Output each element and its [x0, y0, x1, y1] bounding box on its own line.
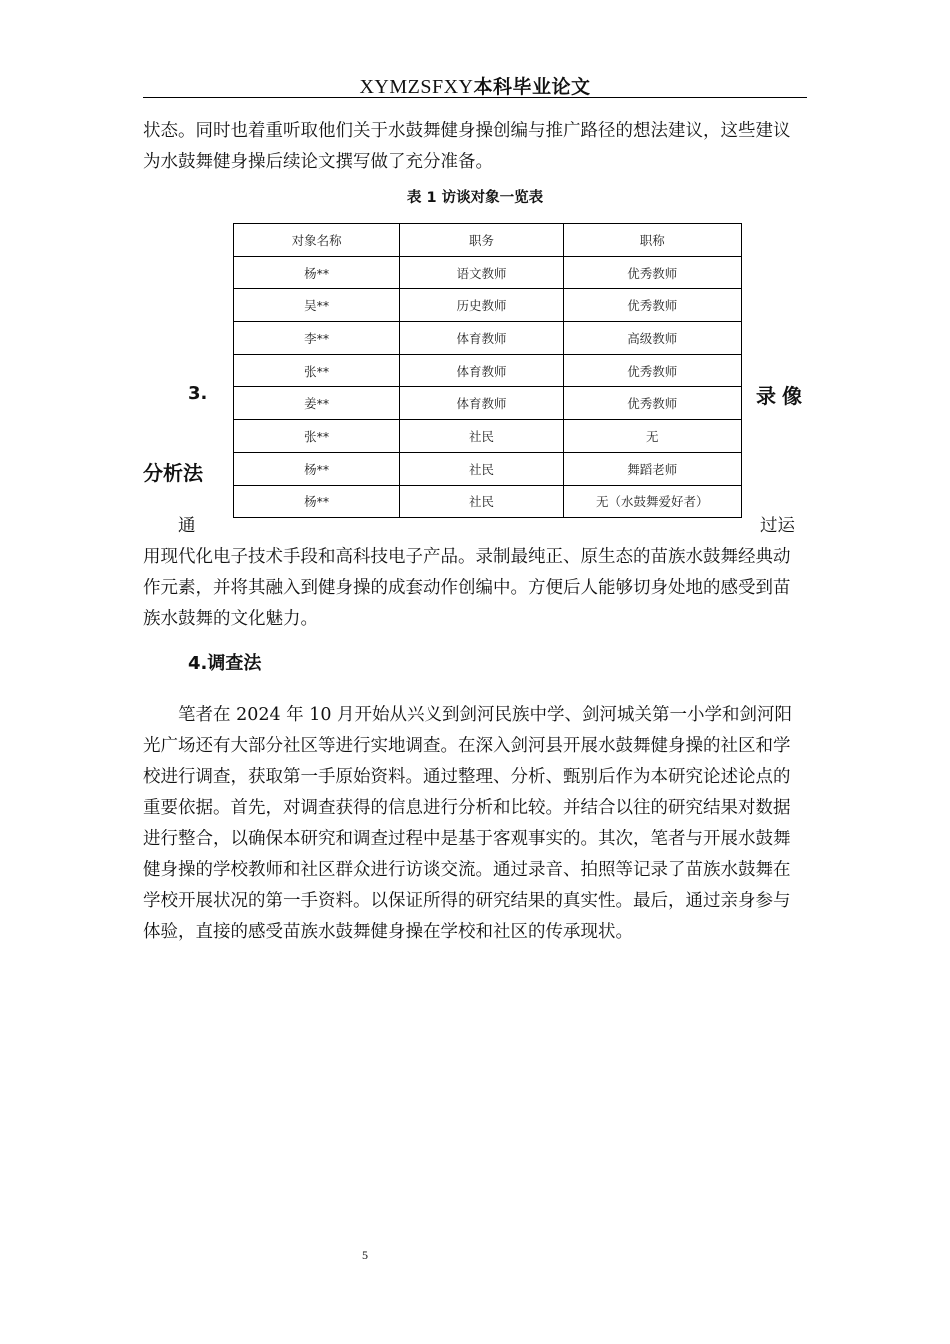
survey-paragraph: 笔者在 2024 年 10 月开始从兴义到剑河民族中学、剑河城关第一小学和剑河阳光广场还有大部分社区等进行实地调查。在深入剑河县开展水鼓舞健身操的社区和学校进行调查，获取第一手原始资料。通过整理、分析、甄别后作为本研究论述论点的重要依据。首先，对调查获得的信息进行分析和比较。并结合以往的研究结果对数据进行整合，以确保本研究和调查过程中是基于客观事实的。其次，笔者与开展水鼓舞健身操的学校教师和社区群众进行访谈交流。通过录音、拍照等记录了苗族水鼓舞在学校开展状况的第一手资料。以保证所得的研究结果的真实性。最后，通过亲身参与体验，直接的感受苗族水鼓舞健身操在学校和社区的传承现状。 — [143, 705, 793, 942]
table-cell: 语文教师 — [400, 256, 563, 289]
header-title: 本科毕业论文 — [473, 76, 591, 98]
table-row — [234, 387, 742, 420]
table-header-cell: 对象名称 — [234, 224, 400, 257]
table-cell: 无（水鼓舞爱好者） — [563, 485, 741, 518]
table-row — [234, 452, 742, 485]
table-cell: 体育教师 — [400, 322, 563, 355]
video-paragraph: 用现代化电子技术手段和高科技电子产品。录制最纯正、原生态的苗族水鼓舞经典动作元素，并将其融入到健身操的成套动作创编中。方便后人能够切身处地的感受到苗族水鼓舞的文化魅力。 — [143, 547, 791, 629]
table-cell: 优秀教师 — [563, 354, 741, 387]
section-3-title-part1: 录像 — [756, 384, 808, 408]
table-cell: 优秀教师 — [563, 289, 741, 322]
page-header — [143, 72, 807, 99]
table-cell: 张** — [234, 354, 400, 387]
table-cell: 杨** — [234, 452, 400, 485]
header-code: XYMZSFXY — [359, 76, 474, 98]
table-cell: 社民 — [400, 452, 563, 485]
table-cell: 杨** — [234, 256, 400, 289]
table-cell: 高级教师 — [563, 322, 741, 355]
table-cell: 历史教师 — [400, 289, 563, 322]
table-cell: 体育教师 — [400, 354, 563, 387]
table-cell: 无 — [563, 420, 741, 453]
table-cell: 优秀教师 — [563, 256, 741, 289]
video-text-fragment-right: 过运 — [760, 516, 795, 536]
table-cell: 社民 — [400, 485, 563, 518]
section-4-heading: 4.调查法 — [188, 653, 262, 674]
table-row — [234, 354, 742, 387]
table-cell: 优秀教师 — [563, 387, 741, 420]
table-cell: 姜** — [234, 387, 400, 420]
table-row — [234, 289, 742, 322]
table-header-cell: 职务 — [400, 224, 563, 257]
table-row — [234, 485, 742, 518]
page-number: 5 — [362, 1248, 368, 1262]
table-cell: 社民 — [400, 420, 563, 453]
table-header-row — [234, 224, 742, 257]
table-cell: 吴** — [234, 289, 400, 322]
intro-paragraph: 状态。同时也着重听取他们关于水鼓舞健身操创编与推广路径的想法建议，这些建议为水鼓舞健身操后续论文撰写做了充分准备。 — [143, 121, 791, 172]
table-row — [234, 420, 742, 453]
table-cell: 张** — [234, 420, 400, 453]
table-cell: 舞蹈老师 — [563, 452, 741, 485]
table-cell: 李** — [234, 322, 400, 355]
table-cell: 杨** — [234, 485, 400, 518]
video-text-fragment-left: 通 — [178, 516, 196, 536]
table-caption: 表 1 访谈对象一览表 — [406, 190, 544, 206]
table-row — [234, 322, 742, 355]
section-3-title-part2: 分析法 — [143, 461, 203, 485]
interview-table — [233, 223, 742, 518]
table-cell: 体育教师 — [400, 387, 563, 420]
header-rule — [143, 97, 807, 98]
table-row — [234, 256, 742, 289]
table-header-cell: 职称 — [563, 224, 741, 257]
section-3-number: 3. — [188, 383, 208, 404]
